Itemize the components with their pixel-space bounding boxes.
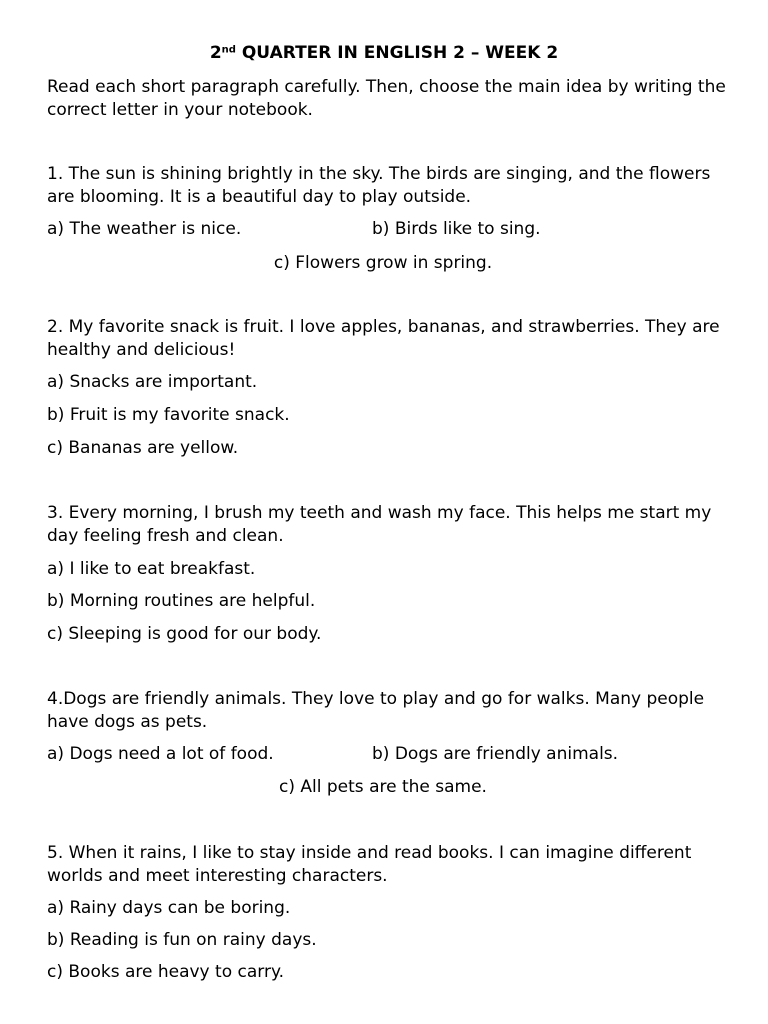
question-3-option-c: c) Sleeping is good for our body. [47,624,322,644]
question-4-text: 4.Dogs are friendly animals. They love to play and go for walks. Many people have dogs as pets. [47,689,705,732]
question-5 [47,842,737,888]
question-5-text: 5. When it rains, I like to stay inside and read books. I can imagine different worlds and meet interesting characters. [47,843,692,886]
question-4 [47,688,737,734]
question-3-option-a: a) I like to eat breakfast. [47,559,256,579]
question-1-option-a: a) The weather is nice. [47,219,242,239]
question-5-option-a: a) Rainy days can be boring. [47,898,291,918]
question-2-text: 2. My favorite snack is fruit. I love apples, bananas, and strawberries. They are healthy and delicious! [47,317,720,360]
instructions: Read each short paragraph carefully. Then, choose the main idea by writing the correct letter in your notebook. [47,77,726,120]
page-title [0,42,768,64]
title-superscript: nd [221,44,236,56]
question-2 [47,316,737,362]
question-5-option-b: b) Reading is fun on rainy days. [47,930,317,950]
question-4-option-c: c) All pets are the same. [279,777,487,797]
question-5-option-c: c) Books are heavy to carry. [47,962,284,982]
question-2-option-b: b) Fruit is my favorite snack. [47,405,290,425]
question-1 [47,163,737,209]
question-2-option-c: c) Bananas are yellow. [47,438,239,458]
question-3-text: 3. Every morning, I brush my teeth and wash my face. This helps me start my day feeling fresh and clean. [47,503,712,546]
question-1-option-c: c) Flowers grow in spring. [273,253,493,273]
question-3-option-b: b) Morning routines are helpful. [47,591,316,611]
question-1-option-b: b) Birds like to sing. [372,219,541,239]
title-rest: QUARTER IN ENGLISH 2 – WEEK 2 [235,43,559,63]
question-4-option-a: a) Dogs need a lot of food. [47,744,274,764]
question-1-text: 1. The sun is shining brightly in the sky. The birds are singing, and the flowers are blooming. It is a beautiful day to play outside. [47,164,711,207]
title-prefix: 2 [209,43,222,63]
question-4-option-b: b) Dogs are friendly animals. [372,744,619,764]
question-3 [47,502,737,548]
question-2-option-a: a) Snacks are important. [47,372,258,392]
